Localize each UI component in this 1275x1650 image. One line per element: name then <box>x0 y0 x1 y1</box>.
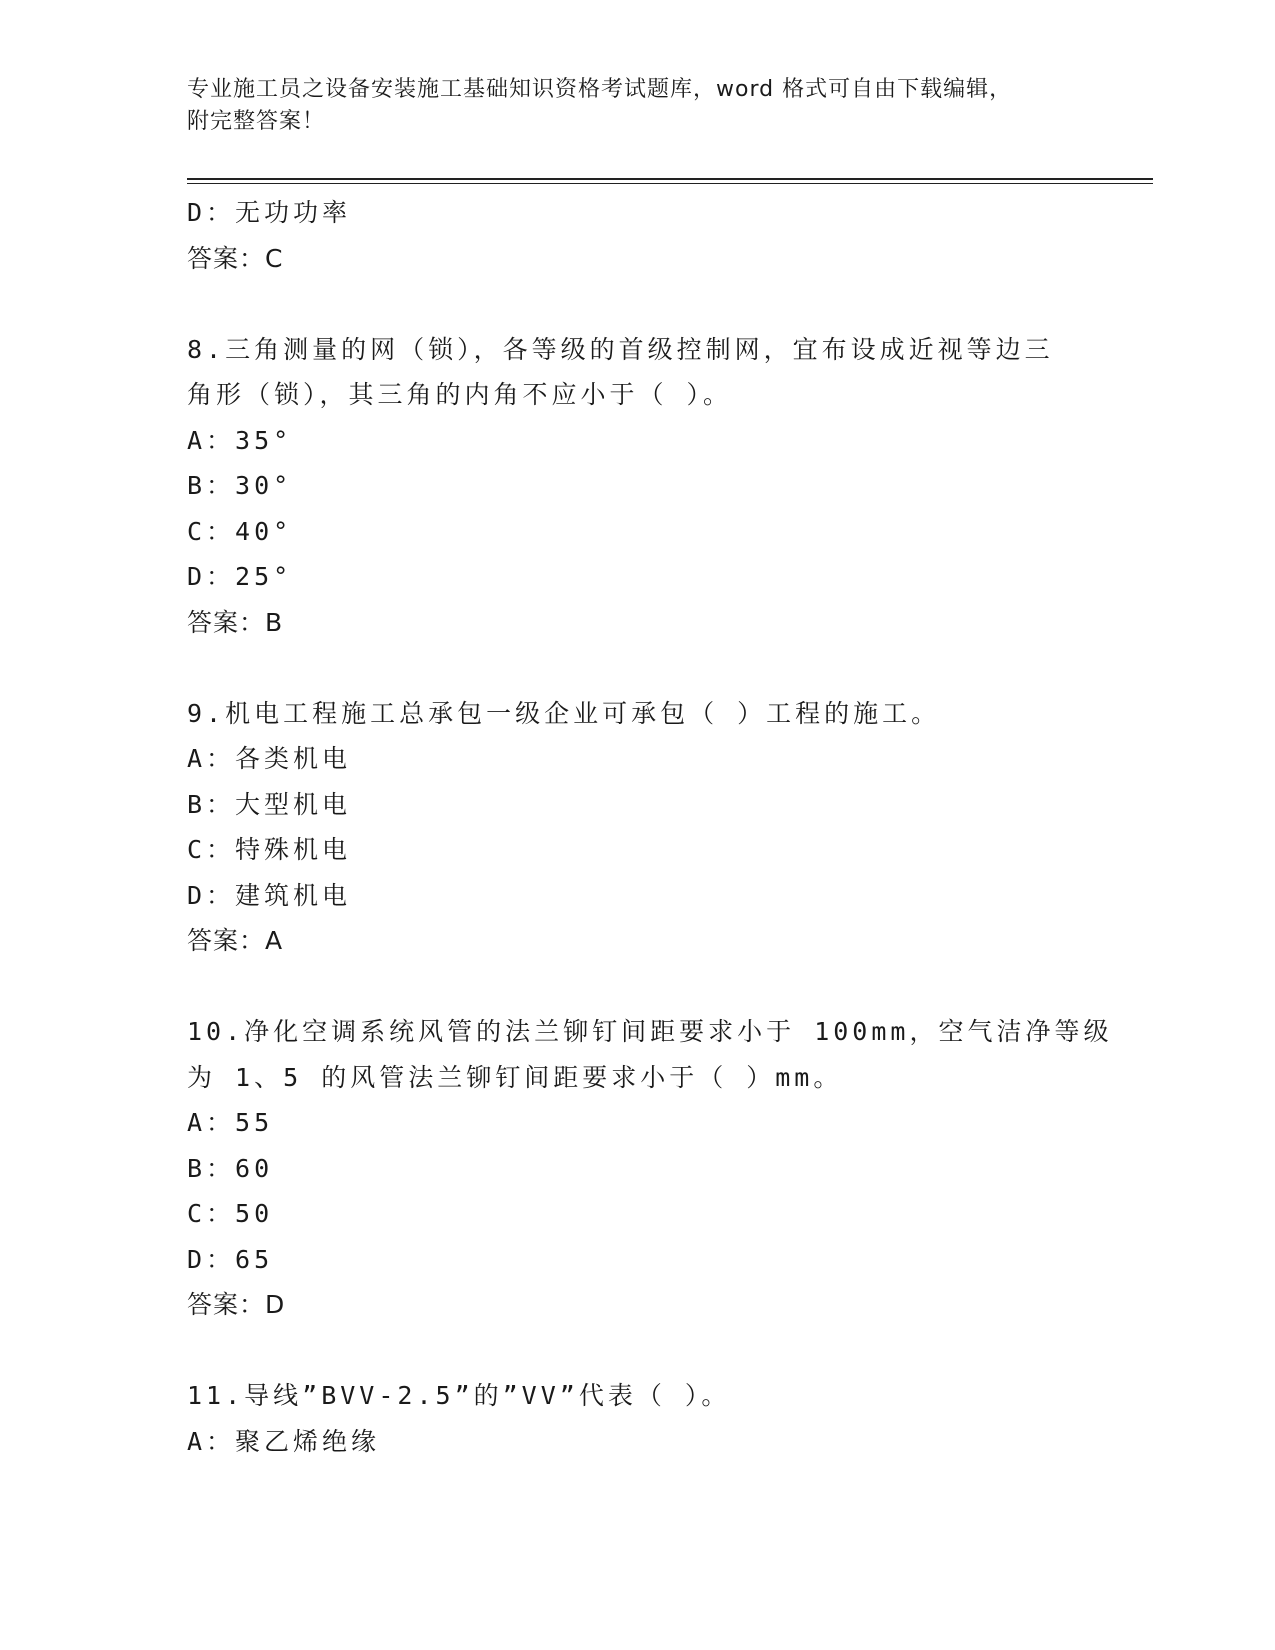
option-b: B：30° <box>187 471 293 500</box>
option-a: A：聚乙烯绝缘 <box>187 1426 381 1456</box>
header-divider-thin <box>187 183 1153 184</box>
option-d: D：25° <box>187 562 293 591</box>
question-stem: 9.机电工程施工总承包一级企业可承包（ ）工程的施工。 <box>187 698 941 728</box>
option-c: C：50 <box>187 1199 274 1228</box>
header-divider-thick <box>187 178 1153 180</box>
answer-line: 答案：A <box>187 926 284 955</box>
question-content <box>187 190 1113 1464</box>
option-d: D：65 <box>187 1244 274 1274</box>
question-stem: 角形（锁），其三角的内角不应小于（ ）。 <box>187 380 733 409</box>
question-10 <box>187 1009 1113 1328</box>
option-b: B：大型机电 <box>187 789 352 819</box>
document-header <box>187 74 1087 138</box>
spacer <box>187 645 1087 691</box>
answer-line: 答案：D <box>187 1290 286 1319</box>
spacer <box>187 1328 1087 1374</box>
option-a: A：各类机电 <box>187 744 352 773</box>
question-8 <box>187 327 1087 646</box>
spacer <box>187 281 1087 327</box>
option-d: D：建筑机电 <box>187 880 352 910</box>
option-b: B：60 <box>187 1153 274 1183</box>
spacer <box>187 964 1087 1010</box>
question-stem: 11.导线”BVV-2.5”的”VV”代表（ ）。 <box>187 1381 731 1410</box>
question-stem: 10.净化空调系统风管的法兰铆钉间距要求小于 100mm，空气洁净等级 <box>187 1017 1113 1046</box>
option-d: D：无功功率 <box>187 198 352 227</box>
question-stem: 为 1、5 的风管法兰铆钉间距要求小于（ ）mm。 <box>187 1062 843 1092</box>
option-a: A：35° <box>187 425 293 455</box>
question-stem: 8.三角测量的网（锁），各等级的首级控制网，宜布设成近视等边三 <box>187 334 1054 364</box>
answer-line: 答案：B <box>187 607 284 637</box>
option-c: C：特殊机电 <box>187 835 352 864</box>
option-a: A：55 <box>187 1108 274 1137</box>
header-line-2: 附完整答案！ <box>187 109 326 134</box>
header-line-1: 专业施工员之设备安装施工基础知识资格考试题库，word 格式可自由下载编辑， <box>187 77 1013 102</box>
question-9 <box>187 691 1087 964</box>
answer-line: 答案：C <box>187 243 284 273</box>
option-c: C：40° <box>187 516 293 546</box>
previous-question-tail <box>187 190 1087 281</box>
question-11 <box>187 1373 1087 1464</box>
